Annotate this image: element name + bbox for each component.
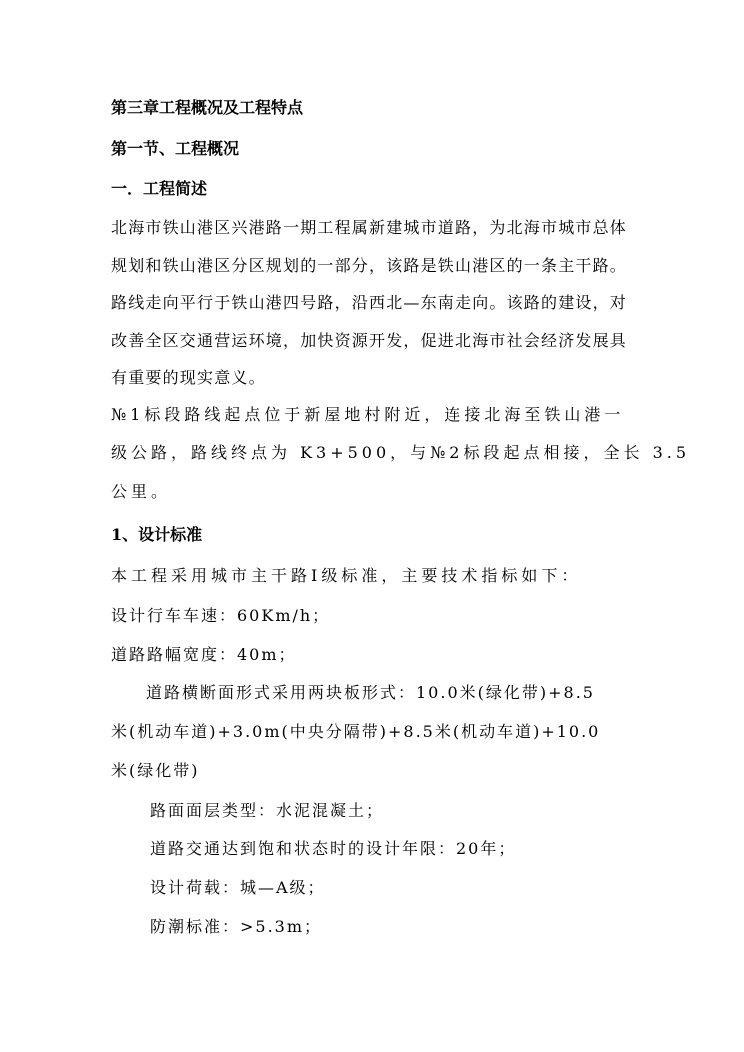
cross-section-line-3: 米(绿化带) [111,761,200,780]
section-title: 第一节、工程概况 [111,139,240,158]
intro-line-5: 有重要的现实意义。 [111,368,266,387]
design-heading: 1、设计标准 [111,525,203,544]
segment-line-3: 公里。 [111,482,172,501]
spec-line-4: 防潮标准：>5.3m； [150,917,323,936]
design-line-1: 本工程采用城市主干路Ⅰ级标准，主要技术指标如下： [111,566,582,585]
subsection-title: 一．工程简述 [111,179,208,198]
chapter-title: 第三章工程概况及工程特点 [111,98,304,117]
design-line-2: 设计行车车速：60Km/h； [111,606,331,625]
intro-line-3: 路线走向平行于铁山港四号路，沿西北—东南走向。该路的建设，对 [111,293,628,312]
intro-line-2: 规划和铁山港区分区规划的一部分，该路是铁山港区的一条主干路。 [111,256,628,275]
intro-line-4: 改善全区交通营运环境，加快资源开发，促进北海市社会经济发展具 [111,331,628,350]
spec-line-3: 设计荷载：城—A级； [150,878,326,897]
spec-line-1: 路面面层类型：水泥混凝土； [150,801,385,820]
design-line-3: 道路路幅宽度：40m； [111,645,297,664]
segment-line-1: №1标段路线起点位于新屋地村附近，连接北海至铁山港一 [111,405,625,424]
cross-section-line-2: 米(机动车道)+3.0m(中央分隔带)+8.5米(机动车道)+10.0 [111,722,601,741]
segment-line-2: 级公路，路线终点为 K3+500，与№2标段起点相接，全长 3.5 [111,443,691,462]
cross-section-line-1: 道路横断面形式采用两块板形式：10.0米(绿化带)+8.5 [146,683,595,702]
intro-line-1: 北海市铁山港区兴港路一期工程属新建城市道路，为北海市城市总体 [111,218,628,237]
spec-line-2: 道路交通达到饱和状态时的设计年限：20年； [150,839,517,858]
